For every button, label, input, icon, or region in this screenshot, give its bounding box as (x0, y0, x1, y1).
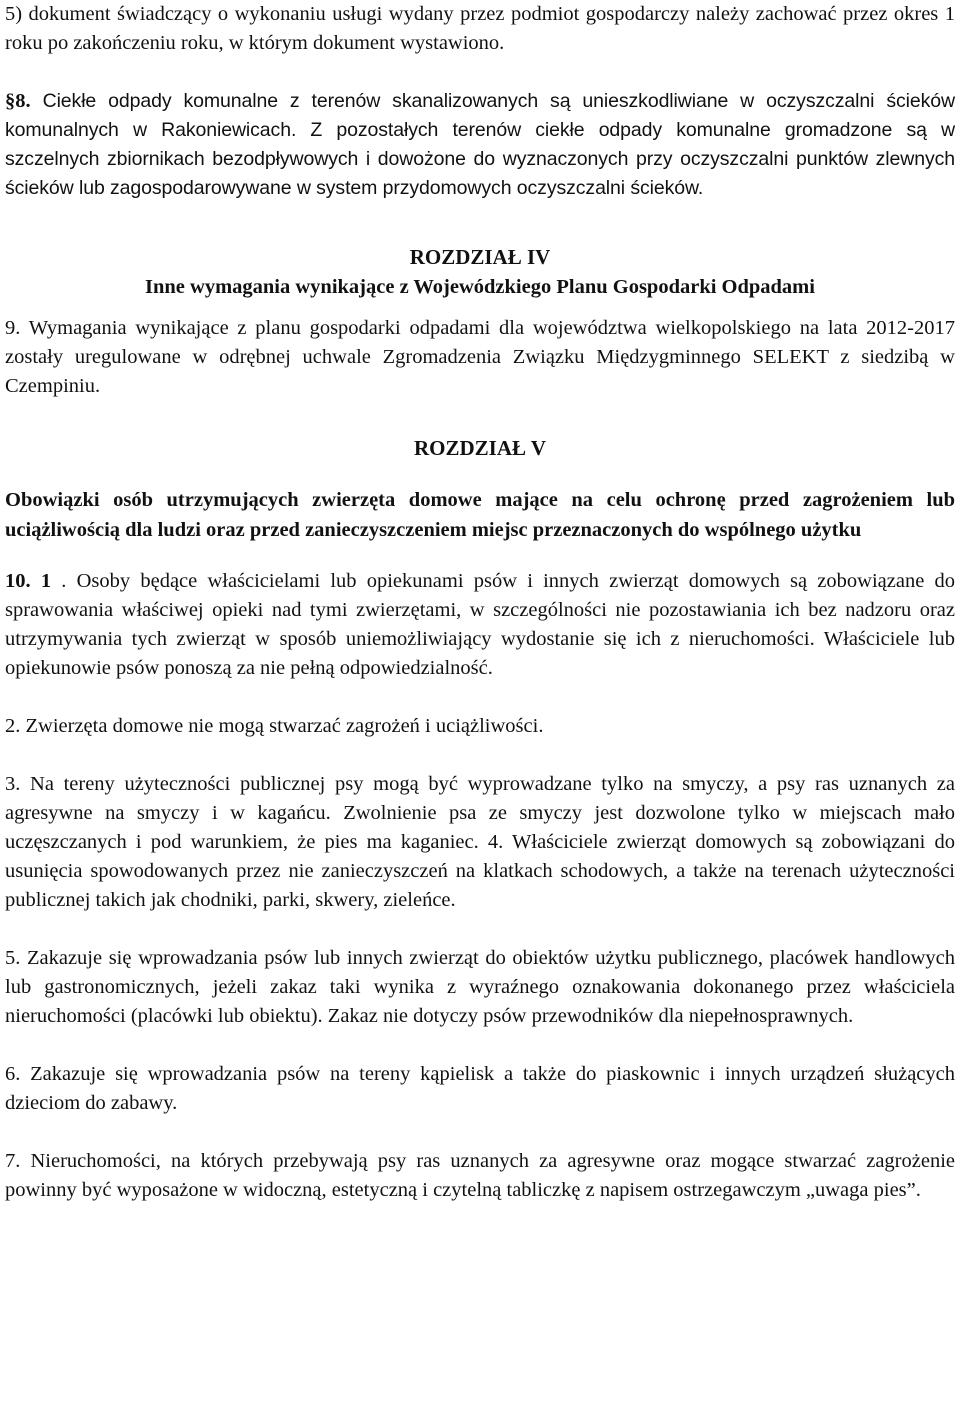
chapter-iv-title: ROZDZIAŁ IV (409, 245, 551, 269)
chapter-v-subtitle: Obowiązki osób utrzymujących zwierzęta domowe mające na celu ochronę przed zagrożeniem lub uciążliwością dla ludzi oraz przed zanieczyszczeniem miejsc przeznaczonych do wspólnego użytku (5, 489, 955, 541)
paragraph-10-2: 2. Zwierzęta domowe nie mogą stwarzać zagrożeń i uciążliwości. (5, 715, 544, 737)
spacer (5, 683, 955, 712)
chapter-v-title: ROZDZIAŁ V (413, 436, 547, 460)
spacer (5, 1031, 955, 1060)
spacer (5, 302, 955, 314)
paragraph-10-1 (5, 567, 955, 683)
paragraph-10-6: 6. Zakazuje się wprowadzania psów na tereny kąpielisk a także do piaskownic i innych urządzeń służących dzieciom do zabawy. (5, 1063, 955, 1114)
paragraph-10-5: 5. Zakazuje się wprowadzania psów lub innych zwierząt do obiektów użytku publicznego, placówek handlowych lub gastronomicznych, jeżeli zakaz taki wynika z wyraźnego oznakowania dokonanego przez właściciela nieruchomości (placówki lub obiektu). Zakaz nie dotyczy psów przewodników dla niepełnosprawnych. (5, 947, 955, 1027)
paragraph-8 (5, 87, 955, 203)
spacer (5, 545, 955, 567)
spacer (5, 915, 955, 944)
spacer (5, 232, 955, 242)
spacer (5, 741, 955, 770)
chapter-iv-subtitle: Inne wymagania wynikające z Wojewódzkiego Planu Gospodarki Odpadami (145, 276, 815, 298)
paragraph-9: 9. Wymagania wynikające z planu gospodarki odpadami dla województwa wielkopolskiego na lata 2012-2017 zostały uregulowane w odrębnej uchwale Zgromadzenia Związku Międzygminnego SELEKT z siedzibą w Czempiniu. (5, 317, 955, 397)
paragraph-5: 5) dokument świadczący o wykonaniu usługi wydany przez podmiot gospodarczy należy zachować przez okres 1 roku po zakończeniu roku, w którym dokument wystawiono. (5, 3, 955, 54)
spacer (5, 58, 955, 87)
spacer (5, 203, 955, 232)
spacer (5, 463, 955, 485)
paragraph-10-1-text: . Osoby będące właścicielami lub opiekunami psów i innych zwierząt domowych są zobowiązane do sprawowania właściwej opieki nad tymi zwierzętami, w szczególności nie pozostawiania ich bez nadzoru oraz utrzymywania tych zwierząt w sposób uniemożliwiający wydostanie się ich z nieruchomości. Właściciele lub opiekunowie psów ponoszą za nie pełną odpowiedzialność. (5, 570, 955, 679)
spacer (5, 401, 955, 430)
paragraph-10-3: 3. Na tereny użyteczności publicznej psy mogą być wyprowadzane tylko na smyczy, a psy ras uznanych za agresywne na smyczy i w kagańcu. Zwolnienie psa ze smyczy jest dozwolone tylko w miejscach mało uczęszczanych i pod warunkiem, że pies ma kaganiec. 4. Właściciele zwierząt domowych są zobowiązani do usunięcia spowodowanych przez nie zanieczyszczeń na klatkach schodowych, a także na terenach użyteczności publicznej takich jak chodniki, parki, skwery, zieleńce. (5, 773, 955, 911)
section-number-8: §8. (5, 90, 31, 112)
paragraph-10-7: 7. Nieruchomości, na których przebywają psy ras uznanych za agresywne oraz mogące stwarzać zagrożenie powinny być wyposażone w widoczną, estetyczną i czytelną tabliczkę z napisem ostrzegawczym „uwaga pies”. (5, 1150, 955, 1201)
paragraph-8-text: Ciekłe odpady komunalne z terenów skanalizowanych są unieszkodliwiane w oczyszczalni ścieków komunalnych w Rakoniewicach. Z pozostałych terenów ciekłe odpady komunalne gromadzone są w szczelnych zbiornikach bezodpływowych i dowożone do wyznaczonych przy oczyszczalni punktów zlewnych ścieków lub zagospodarowywane w system przydomowych oczyszczalni ścieków. (5, 90, 955, 199)
section-number-10: 10. 1 (5, 570, 52, 592)
spacer (5, 1118, 955, 1147)
